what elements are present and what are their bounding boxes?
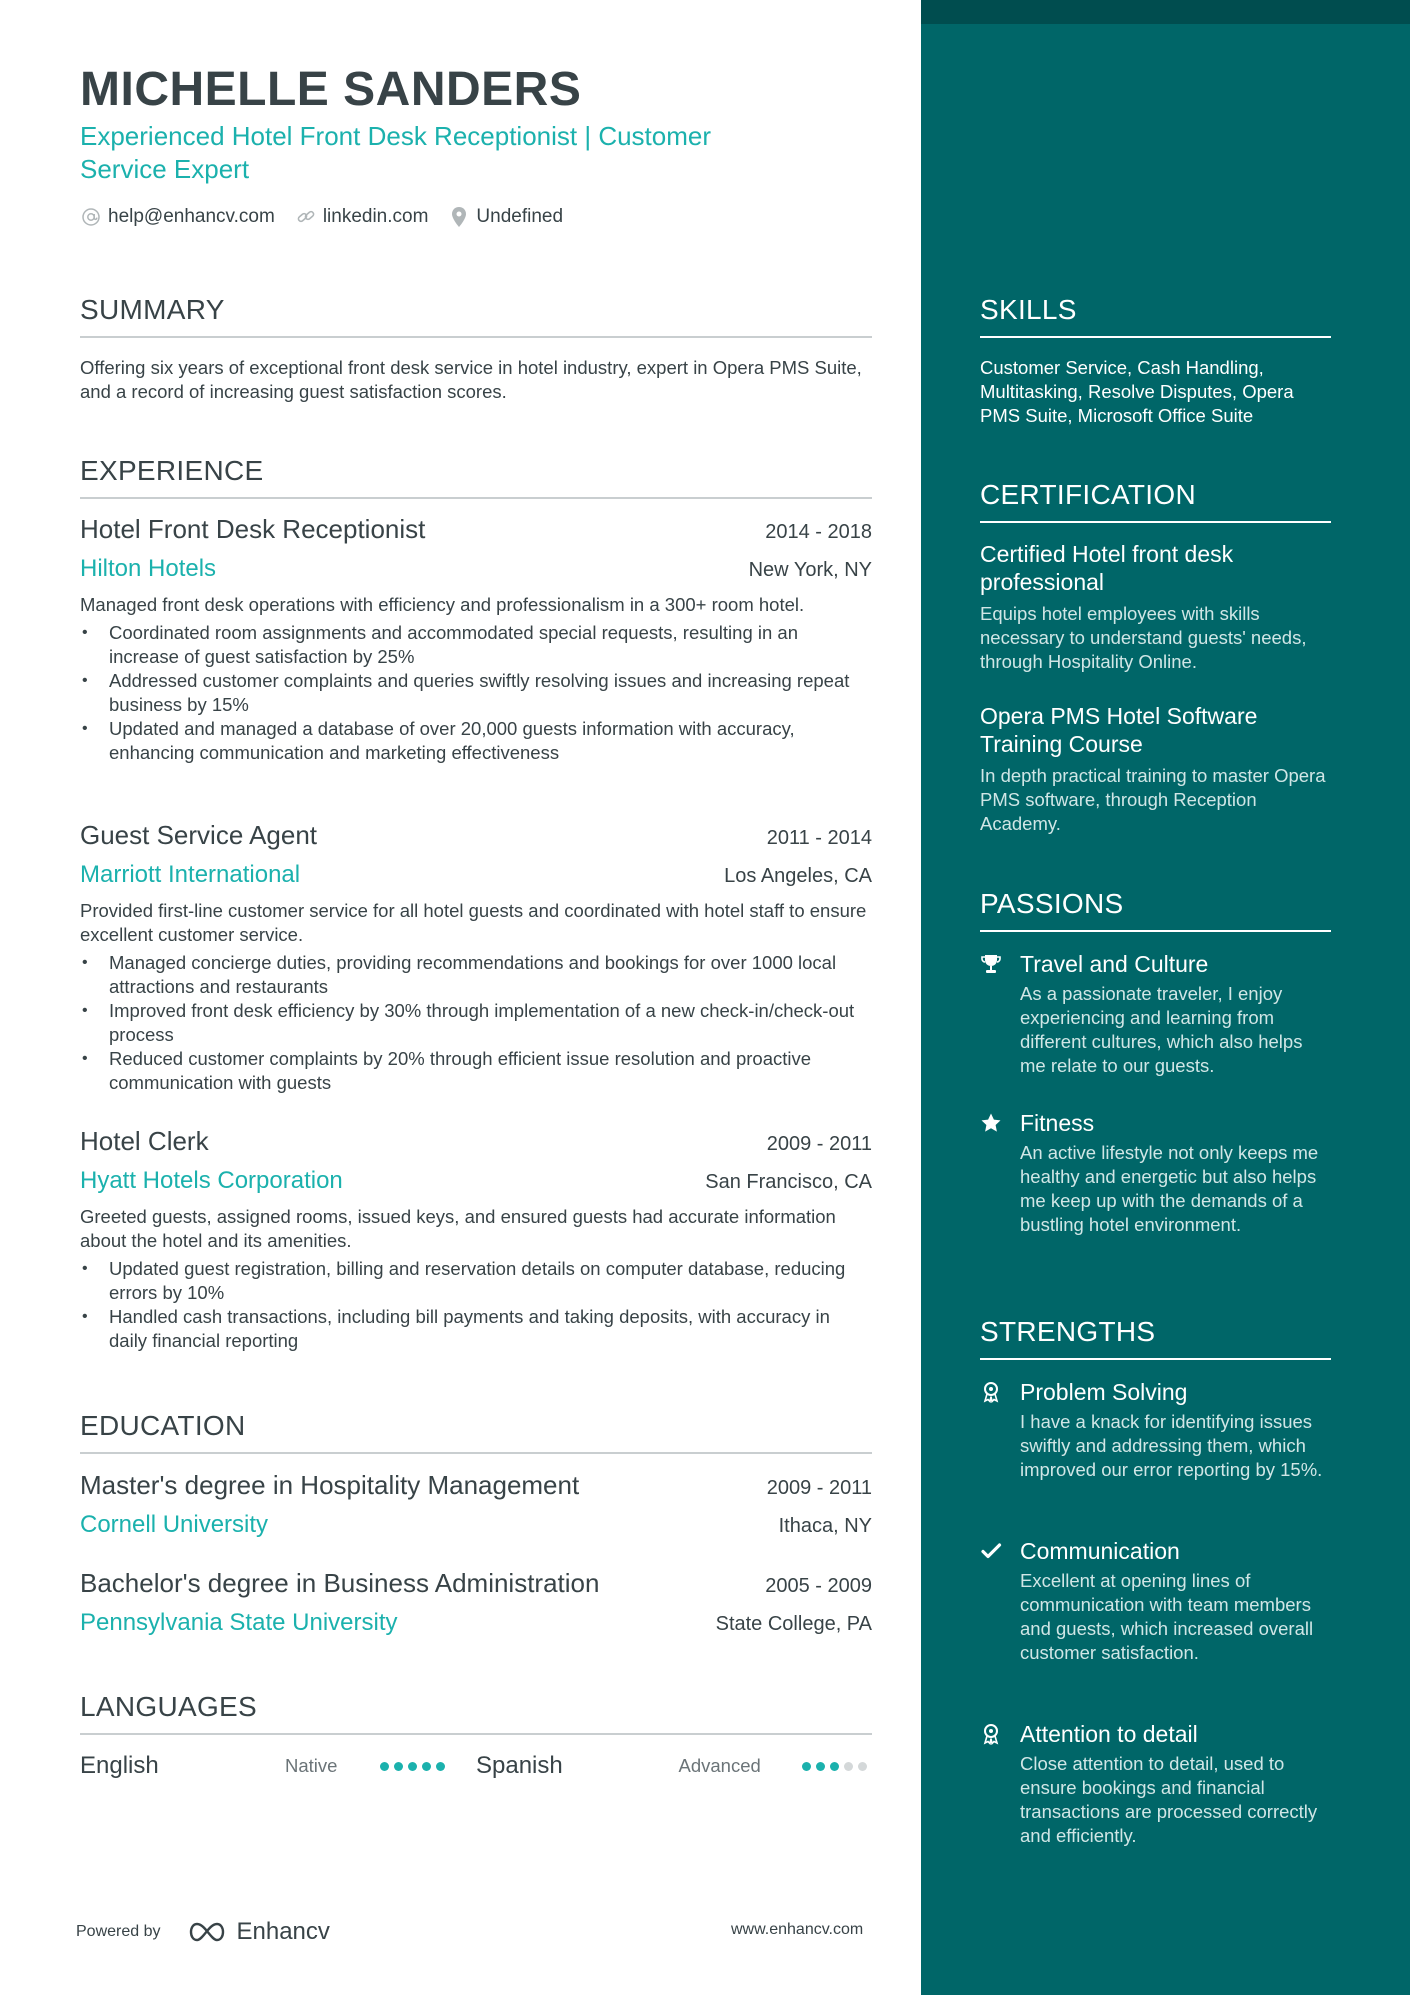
edu-school: Pennsylvania State University: [80, 1609, 398, 1636]
strength-title: Communication: [1020, 1538, 1180, 1564]
job-location: Los Angeles, CA: [724, 865, 872, 887]
job-bullet: • Coordinated room assignments and accommodated special requests, resulting in an increase of guest satisfaction by 25%: [80, 621, 872, 669]
location-pin-icon: [448, 206, 470, 228]
job-bullets: [80, 621, 872, 765]
job-description: Greeted guests, assigned rooms, issued keys, and ensured guests had accurate information about the hotel and its amenities.: [80, 1206, 836, 1251]
education-heading: EDUCATION: [80, 1410, 872, 1454]
edu-degree: Bachelor's degree in Business Administration: [80, 1568, 600, 1598]
passions-heading: PASSIONS: [980, 888, 1331, 932]
skills-heading: SKILLS: [980, 294, 1331, 338]
experience-item: [80, 1126, 872, 1353]
strength-description: I have a knack for identifying issues swiftly and addressing them, which improved our error reporting by 15%.: [1020, 1411, 1323, 1480]
rating-dot-filled: [802, 1762, 811, 1771]
job-dates: 2011 - 2014: [766, 827, 872, 849]
job-description: Provided first-line customer service for all hotel guests and coordinated with hotel staff to ensure excellent customer service.: [80, 900, 867, 945]
edu-location: State College, PA: [715, 1613, 872, 1635]
checkmark-icon: [980, 1540, 1002, 1562]
contact-email[interactable]: [80, 206, 275, 228]
strength-item: [980, 1378, 1331, 1482]
strength-title: Attention to detail: [1020, 1721, 1198, 1747]
certification-heading: CERTIFICATION: [980, 479, 1331, 523]
rating-dot-filled: [830, 1762, 839, 1771]
education-item: [80, 1470, 872, 1539]
experience-item: [80, 820, 872, 1095]
strengths-heading: STRENGTHS: [980, 1316, 1331, 1360]
job-dates: 2009 - 2011: [766, 1133, 872, 1155]
certification-description: Equips hotel employees with skills necessary to understand guests' needs, through Hospitality Online.: [980, 603, 1307, 672]
contact-bar: [80, 206, 583, 228]
edu-degree: Master's degree in Hospitality Management: [80, 1470, 580, 1500]
passion-title: Fitness: [1020, 1110, 1095, 1136]
award-ribbon-icon: [980, 1381, 1002, 1403]
enhancv-logo-text: Enhancv: [236, 1918, 330, 1945]
language-item: [80, 1752, 476, 1780]
language-rating: [802, 1762, 872, 1771]
job-bullet: • Improved front desk efficiency by 30% through implementation of a new check-in/check-out process: [80, 999, 872, 1047]
candidate-title: Experienced Hotel Front Desk Receptionist | Customer Service Expert: [80, 121, 712, 184]
powered-by-text: Powered by: [76, 1923, 161, 1940]
job-bullet: • Updated guest registration, billing and reservation details on computer database, reducing errors by 10%: [80, 1257, 872, 1305]
enhancv-logo-icon: [185, 1920, 231, 1944]
rating-dot-filled: [380, 1762, 389, 1771]
rating-dot-filled: [816, 1762, 825, 1771]
contact-location-text: Undefined: [476, 206, 564, 227]
certification-item: [980, 540, 1331, 674]
language-name: Spanish: [476, 1752, 563, 1779]
contact-linkedin-text: linkedin.com: [322, 206, 429, 227]
strength-title: Problem Solving: [1020, 1379, 1188, 1405]
job-dates: 2014 - 2018: [765, 521, 872, 543]
job-bullet: • Reduced customer complaints by 20% through efficient issue resolution and proactive communication with guests: [80, 1047, 872, 1095]
strength-description: Excellent at opening lines of communication with team members and guests, which increased overall customer satisfaction.: [1020, 1570, 1314, 1663]
passion-description: As a passionate traveler, I enjoy experiencing and learning from different cultures, which also helps me relate to our guests.: [1020, 983, 1303, 1076]
job-bullets: [80, 1257, 872, 1353]
trophy-icon: [980, 953, 1002, 975]
passion-item: [980, 950, 1331, 1078]
experience-heading: EXPERIENCE: [80, 455, 872, 499]
star-icon: [980, 1112, 1002, 1134]
job-company: Hyatt Hotels Corporation: [80, 1167, 343, 1194]
job-role: Hotel Clerk: [80, 1126, 209, 1156]
language-rating: [380, 1762, 450, 1771]
candidate-name: MICHELLE SANDERS: [80, 63, 582, 116]
language-level: Native: [285, 1755, 338, 1776]
job-company: Hilton Hotels: [80, 555, 217, 582]
rating-dot-filled: [436, 1762, 445, 1771]
language-level: Advanced: [678, 1755, 761, 1776]
certification-description: In depth practical training to master Opera PMS software, through Reception Academy.: [980, 765, 1326, 834]
job-bullets: [80, 951, 872, 1095]
footer-powered: [76, 1918, 330, 1946]
certification-title: Certified Hotel front desk professional: [980, 541, 1234, 595]
passion-description: An active lifestyle not only keeps me healthy and energetic but also helps me keep up with the demands of a bustling hotel environment.: [1020, 1142, 1319, 1235]
rating-dot-filled: [422, 1762, 431, 1771]
rating-dot-filled: [394, 1762, 403, 1771]
job-bullet: • Handled cash transactions, including bill payments and taking deposits, with accuracy in daily financial reporting: [80, 1305, 872, 1353]
contact-location: [448, 206, 563, 228]
rating-dot-empty: [844, 1762, 853, 1771]
job-location: San Francisco, CA: [705, 1171, 872, 1193]
job-role: Guest Service Agent: [80, 820, 318, 850]
summary-heading: SUMMARY: [80, 294, 872, 338]
education-item: [80, 1568, 872, 1637]
link-icon: [295, 206, 317, 228]
skills-text: Customer Service, Cash Handling, Multitasking, Resolve Disputes, Opera PMS Suite, Microsoft Office Suite: [980, 357, 1294, 426]
at-icon: [80, 206, 102, 228]
certification-title: Opera PMS Hotel Software Training Course: [980, 703, 1258, 757]
award-ribbon-icon: [980, 1723, 1002, 1745]
edu-dates: 2005 - 2009: [765, 1575, 872, 1597]
passion-title: Travel and Culture: [1020, 951, 1209, 977]
certification-item: [980, 702, 1331, 836]
summary-text: Offering six years of exceptional front desk service in hotel industry, expert in Opera PMS Suite, and a record of increasing guest satisfaction scores.: [80, 357, 862, 402]
edu-dates: 2009 - 2011: [766, 1477, 872, 1499]
strength-item: [980, 1720, 1331, 1848]
strength-item: [980, 1537, 1331, 1665]
contact-linkedin[interactable]: [295, 206, 429, 228]
passion-item: [980, 1109, 1331, 1237]
sidebar-top-bar: [921, 0, 1410, 24]
job-bullet: • Updated and managed a database of over 20,000 guests information with accuracy, enhancing communication and marketing effectiveness: [80, 717, 872, 765]
languages-list: [80, 1752, 872, 1780]
strength-description: Close attention to detail, used to ensure bookings and financial transactions are processed correctly and efficiently.: [1020, 1753, 1318, 1846]
job-description: Managed front desk operations with efficiency and professionalism in a 300+ room hotel.: [80, 594, 805, 615]
job-bullet: • Managed concierge duties, providing recommendations and bookings for over 1000 local attractions and restaurants: [80, 951, 872, 999]
job-bullet: • Addressed customer complaints and queries swiftly resolving issues and increasing repeat business by 15%: [80, 669, 872, 717]
job-company: Marriott International: [80, 861, 301, 888]
enhancv-logo[interactable]: [185, 1918, 330, 1946]
edu-location: Ithaca, NY: [778, 1515, 872, 1537]
footer-website[interactable]: www.enhancv.com: [731, 1921, 864, 1938]
experience-item: [80, 514, 872, 765]
language-item: [476, 1752, 872, 1780]
job-role: Hotel Front Desk Receptionist: [80, 514, 426, 544]
languages-heading: LANGUAGES: [80, 1691, 872, 1735]
edu-school: Cornell University: [80, 1511, 269, 1538]
contact-email-text: help@enhancv.com: [108, 206, 275, 227]
job-location: New York, NY: [748, 559, 872, 581]
rating-dot-empty: [858, 1762, 867, 1771]
language-name: English: [80, 1752, 159, 1779]
rating-dot-filled: [408, 1762, 417, 1771]
